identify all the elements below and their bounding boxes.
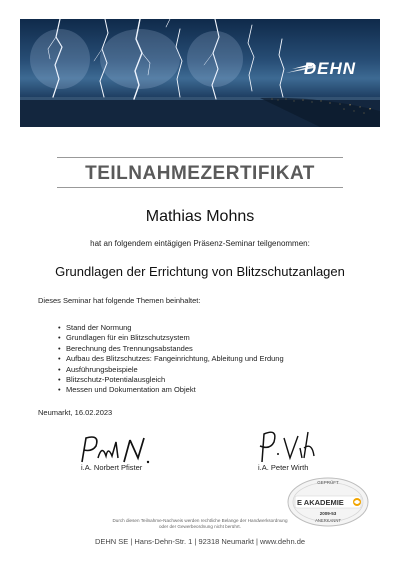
signature-left-image xyxy=(78,432,158,466)
signature-right-image xyxy=(256,428,320,464)
participant-name: Mathias Mohns xyxy=(145,208,255,225)
seal-main-text: E AKADEMIE xyxy=(297,498,344,507)
list-item: • Grundlagen für ein Blitzschutzsystem xyxy=(58,333,284,343)
list-item: • Messen und Dokumentation am Objekt xyxy=(58,385,284,395)
dehn-logo-text: DEHN xyxy=(303,59,356,78)
seminar-title: Grundlagen der Errichtung von Blitzschutzanlagen xyxy=(55,264,345,279)
signature-right-name: i.A. Peter Wirth xyxy=(258,463,309,472)
legal-footnote: Durch diesen Teilnahme-Nachweis werden rechtliche Belange der Handwerksordnung oder der Gewerbeordnung nicht berührt. xyxy=(112,518,288,529)
topics-intro: Dieses Seminar hat folgende Themen beinhaltet: xyxy=(38,296,201,305)
list-item: • Blitzschutz-Potentialausgleich xyxy=(58,375,284,385)
header-lightning-image xyxy=(20,19,380,127)
seal-bottom-text: ANERKANNT xyxy=(315,518,341,523)
topics-list xyxy=(58,323,284,396)
seal-top-text: GEPRÜFT xyxy=(317,480,339,485)
list-item: • Stand der Normung xyxy=(58,323,284,333)
title-bottom-rule xyxy=(57,187,343,188)
list-item: • Aufbau des Blitzschutzes: Fangeinrichtung, Ableitung und Erdung xyxy=(58,354,284,364)
e-akademie-seal xyxy=(287,477,369,527)
place-and-date: Neumarkt, 16.02.2023 xyxy=(38,408,113,417)
signature-left-name: i.A. Norbert Pfister xyxy=(81,463,143,472)
seal-years: 2009-53 xyxy=(319,511,337,516)
title-top-rule xyxy=(57,157,343,158)
certificate-title: TEILNAHMEZERTIFIKAT xyxy=(85,163,315,184)
list-item: • Berechnung des Trennungsabstandes xyxy=(58,344,284,354)
company-footer: DEHN SE | Hans-Dehn-Str. 1 | 92318 Neumarkt | www.dehn.de xyxy=(94,537,306,546)
participation-intro: hat an folgendem eintägigen Präsenz-Seminar teilgenommen: xyxy=(90,239,310,248)
list-item: • Ausführungsbeispiele xyxy=(58,365,284,375)
